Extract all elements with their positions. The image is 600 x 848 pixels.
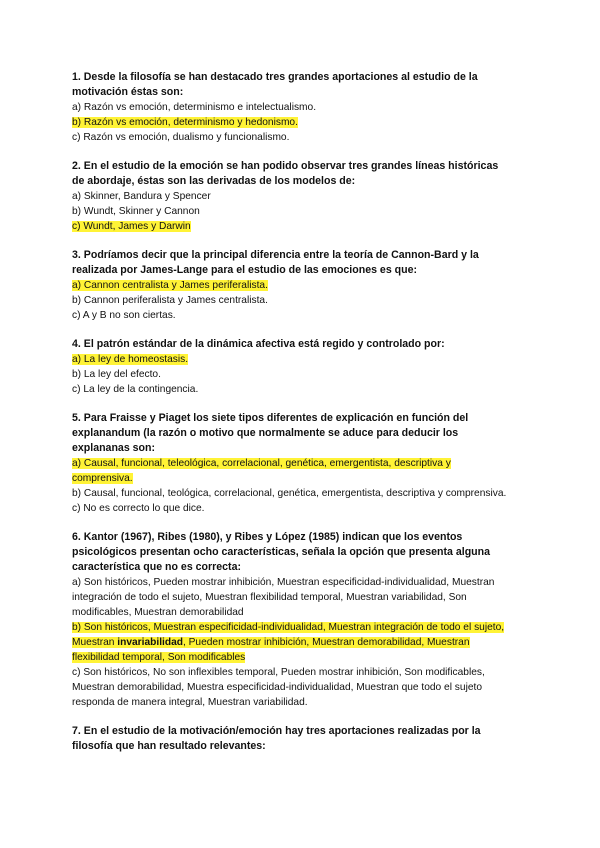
option-a: a) Skinner, Bandura y Spencer xyxy=(72,191,211,202)
question-6 xyxy=(72,530,512,710)
option-a xyxy=(72,278,512,293)
option-b: b) Cannon periferalista y James centralista. xyxy=(72,295,268,306)
document-page xyxy=(72,70,512,768)
question-3 xyxy=(72,248,512,323)
option-c: c) No es correcto lo que dice. xyxy=(72,503,205,514)
question-2 xyxy=(72,159,512,234)
option-c: c) A y B no son ciertas. xyxy=(72,310,176,321)
option-c: c) Son históricos, No son inflexibles temporal, Pueden mostrar inhibición, Son modificables, Muestran demorabilidad, Muestra especificidad-individualidad, Muestran que todo el sujeto responda de manera integral, Muestran variabilidad. xyxy=(72,667,485,708)
question-title: 7. En el estudio de la motivación/emoción hay tres aportaciones realizadas por la filosofía que han resultado relevantes: xyxy=(72,725,481,752)
question-title: 6. Kantor (1967), Ribes (1980), y Ribes y López (1985) indican que los eventos psicológicos presentan ocho características, señala la opción que presenta alguna característica que no es correcta: xyxy=(72,531,491,573)
question-title: 5. Para Fraisse y Piaget los siete tipos diferentes de explicación en función del explanandum (la razón o motivo que normalmente se aduce para deducir los explananas son: xyxy=(72,412,469,454)
highlighted-answer: a) Cannon centralista y James periferalista. xyxy=(72,280,268,291)
option-b xyxy=(72,115,512,130)
option-b: b) La ley del efecto. xyxy=(72,369,161,380)
option-c: c) La ley de la contingencia. xyxy=(72,384,199,395)
question-4 xyxy=(72,337,512,397)
option-b: b) Causal, funcional, teológica, correlacional, genética, emergentista, descriptiva y comprensiva. xyxy=(72,488,507,499)
option-c: c) Razón vs emoción, dualismo y funcionalismo. xyxy=(72,132,290,143)
option-a: a) Razón vs emoción, determinismo e intelectualismo. xyxy=(72,102,317,113)
question-title: 3. Podríamos decir que la principal diferencia entre la teoría de Cannon-Bard y la realizada por James-Lange para el estudio de las emociones es que: xyxy=(72,249,479,276)
highlighted-answer: b) Razón vs emoción, determinismo y hedonismo. xyxy=(72,117,298,128)
option-c xyxy=(72,219,512,234)
highlighted-answer: a) La ley de homeostasis. xyxy=(72,354,189,365)
bold-keyword: invariabilidad xyxy=(117,637,183,648)
option-a xyxy=(72,456,512,486)
question-title: 2. En el estudio de la emoción se han podido observar tres grandes líneas históricas de abordaje, éstas son las derivadas de los modelos de: xyxy=(72,160,499,187)
highlighted-answer: a) Causal, funcional, teleológica, correlacional, genética, emergentista, descriptiva y comprensiva. xyxy=(72,458,451,484)
question-title: 4. El patrón estándar de la dinámica afectiva está regido y controlado por: xyxy=(72,338,445,350)
option-a xyxy=(72,352,512,367)
question-5 xyxy=(72,411,512,516)
question-7 xyxy=(72,724,512,754)
question-1 xyxy=(72,70,512,145)
option-b xyxy=(72,620,512,665)
highlighted-answer: c) Wundt, James y Darwin xyxy=(72,221,191,232)
highlighted-answer: b) Son históricos, Muestran especificidad-individualidad, Muestran integración de todo el sujeto, Muestran invariabilidad, Pueden mostrar inhibición, Muestran demorabilidad, Muestran flexibilidad temporal, Son modificables xyxy=(72,622,505,663)
option-b: b) Wundt, Skinner y Cannon xyxy=(72,206,200,217)
question-title: 1. Desde la filosofía se han destacado tres grandes aportaciones al estudio de la motivación éstas son: xyxy=(72,71,478,98)
option-a: a) Son históricos, Pueden mostrar inhibición, Muestran especificidad-individualidad, Muestran integración de todo el sujeto, Muestran flexibilidad temporal, Muestran variabilidad, Son modificables, Muestran demorabilidad xyxy=(72,577,495,618)
